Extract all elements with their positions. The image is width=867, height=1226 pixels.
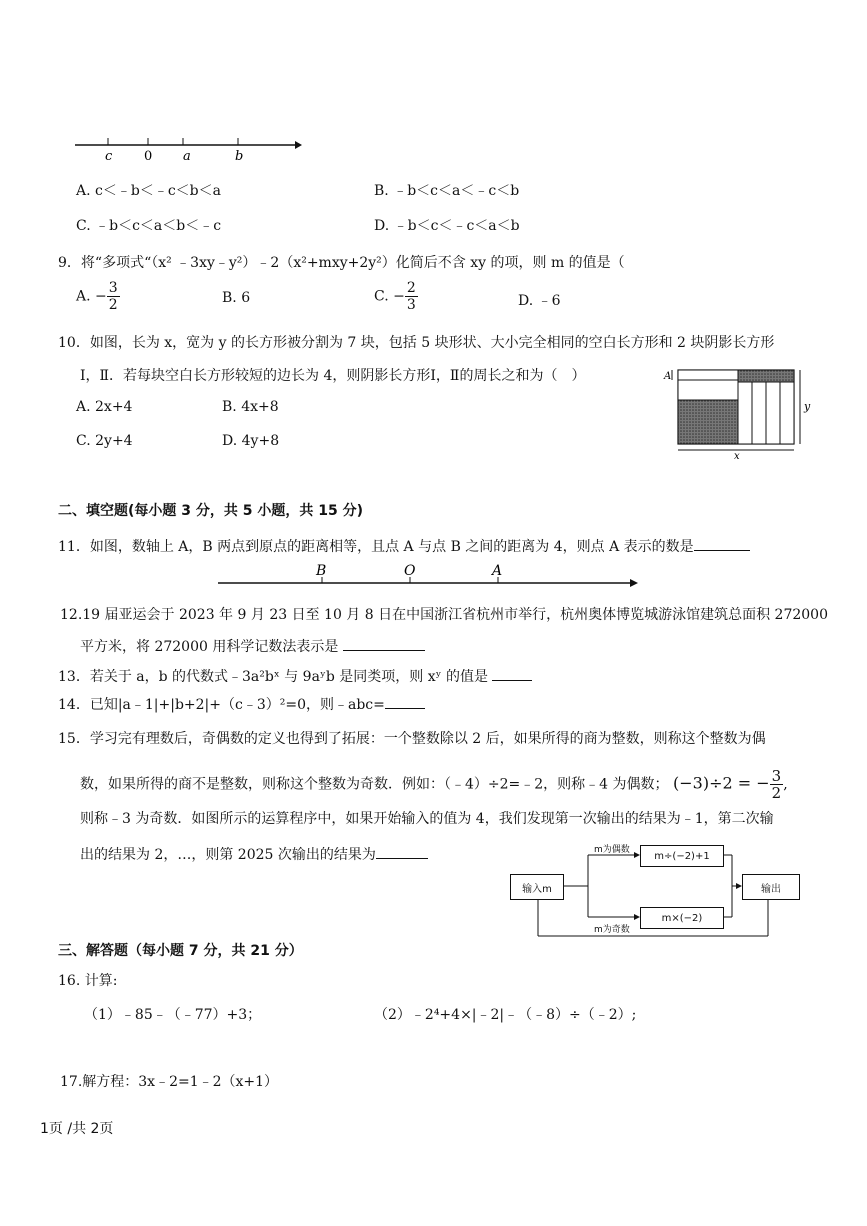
q11-answer-blank[interactable] (694, 550, 750, 551)
flow-even-op-box: m÷(−2)+1 (640, 845, 724, 867)
q10-option-d: D. 4y+8 (222, 433, 280, 449)
q12-line2: 平方米，将 272000 用科学记数法表示是 (80, 636, 425, 656)
q8-label-0: 0 (144, 149, 153, 164)
flow-input-box: 输入m (510, 874, 564, 900)
q17-stem: 17.解方程：3x﹣2=1﹣2（x+1） (60, 1074, 279, 1090)
q9-option-b: B. 6 (222, 290, 251, 306)
q10-label-x: x (734, 451, 740, 460)
q15-line3: 则称﹣3 为奇数．如图所示的运算程序中，如果开始输入的值为 4，我们发现第一次输出的结果为﹣1，第二次输 (80, 811, 774, 827)
q8-label-c: c (105, 149, 113, 164)
q11-label-A: A (492, 563, 503, 579)
q10-option-c: C. 2y+4 (76, 433, 133, 449)
q10-rectangle-figure (662, 364, 822, 460)
q9-option-a: A. − $\frac{3}{2}$ (76, 280, 118, 313)
q13-stem: 13．若关于 a，b 的代数式﹣3a²bˣ 与 9aʸb 是同类项，则 xʸ 的值是 (58, 666, 532, 686)
q15-answer-blank[interactable] (376, 858, 428, 859)
flow-odd-op-box: m×(−2) (640, 907, 724, 929)
q10-option-a: A. 2x+4 (76, 399, 133, 415)
q13-answer-blank[interactable] (492, 680, 532, 681)
q8-option-b: B. ﹣b＜c＜a＜﹣c＜b (374, 183, 520, 199)
q10-line2: Ⅰ，Ⅱ．若每块空白长方形较短的边长为 4，则阴影长方形Ⅰ，Ⅱ的周长之和为（ ） (80, 368, 586, 384)
q12-answer-blank[interactable] (343, 650, 425, 651)
q11-stem: 11．如图，数轴上 A，B 两点到原点的距离相等，且点 A 与点 B 之间的距离为 4，则点 A 表示的数是 (58, 536, 750, 556)
q16-part2: （2）﹣2⁴+4×|﹣2|﹣（﹣8）÷（﹣2）; (374, 1007, 637, 1023)
q15-line4: 出的结果为 2，…，则第 2025 次输出的结果为 (80, 844, 428, 864)
q11-label-B: B (316, 563, 327, 579)
section-2-title: 二、填空题(每小题 3 分，共 5 小题，共 15 分) (58, 503, 364, 519)
q15-line1: 15．学习完有理数后，奇偶数的定义也得到了拓展：一个整数除以 2 后，如果所得的商为整数，则称这个整数为偶 (58, 731, 766, 747)
q8-label-b: b (235, 149, 244, 164)
q14-answer-blank[interactable] (385, 708, 425, 709)
q11-number-line (214, 560, 644, 594)
q16-part1: （1）﹣85﹣（﹣77）+3； (84, 1007, 262, 1023)
q12-line1: 12.19 届亚运会于 2023 年 9 月 23 日至 10 月 8 日在中国浙江省杭州市举行，杭州奥体博览城游泳馆建筑总面积 272000 (60, 607, 828, 623)
q9-option-d: D. ﹣6 (518, 293, 561, 309)
q9-option-c: C. − $\frac{2}{3}$ (374, 280, 416, 313)
q10-line1: 10．如图，长为 x，宽为 y 的长方形被分割为 7 块，包括 5 块形状、大小完全相同的空白长方形和 2 块阴影长方形 (58, 335, 775, 351)
section-3-title: 三、解答题（每小题 7 分，共 21 分） (58, 943, 303, 959)
flow-even-label: m为偶数 (594, 845, 630, 855)
q8-option-d: D. ﹣b＜c＜﹣c＜a＜b (374, 218, 520, 234)
page-footer: 1页 /共 2页 (40, 1121, 114, 1137)
q8-option-a: A. c＜﹣b＜﹣c＜b＜a (76, 183, 221, 199)
q10-label-y: y (804, 400, 811, 413)
flow-output-box: 输出 (742, 874, 800, 900)
q10-label-A: A (664, 371, 672, 382)
q10-option-b: B. 4x+8 (222, 399, 279, 415)
q15-line2: 数，如果所得的商不是整数，则称这个整数为奇数．例如：（﹣4）÷2=﹣2，则称﹣4 为偶数； (−3)÷2 = − $\frac{3}{2}$ , (80, 767, 788, 802)
q15-flowchart (504, 838, 814, 944)
flow-odd-label: m为奇数 (594, 925, 630, 935)
q8-label-a: a (183, 149, 191, 164)
q8-number-line (70, 128, 310, 168)
q11-label-O: O (404, 563, 416, 579)
q9-stem: 9．将“多项式“（x² ﹣3xy﹣y²）﹣2（x²+mxy+2y²）化简后不含 xy 的项，则 m 的值是（ (58, 255, 625, 271)
q8-option-c: C. ﹣b＜c＜a＜b＜﹣c (76, 218, 222, 234)
q14-stem: 14．已知|a﹣1|+|b+2|+（c﹣3）²=0，则﹣abc= (58, 694, 425, 714)
q16-title: 16. 计算: (58, 973, 118, 989)
